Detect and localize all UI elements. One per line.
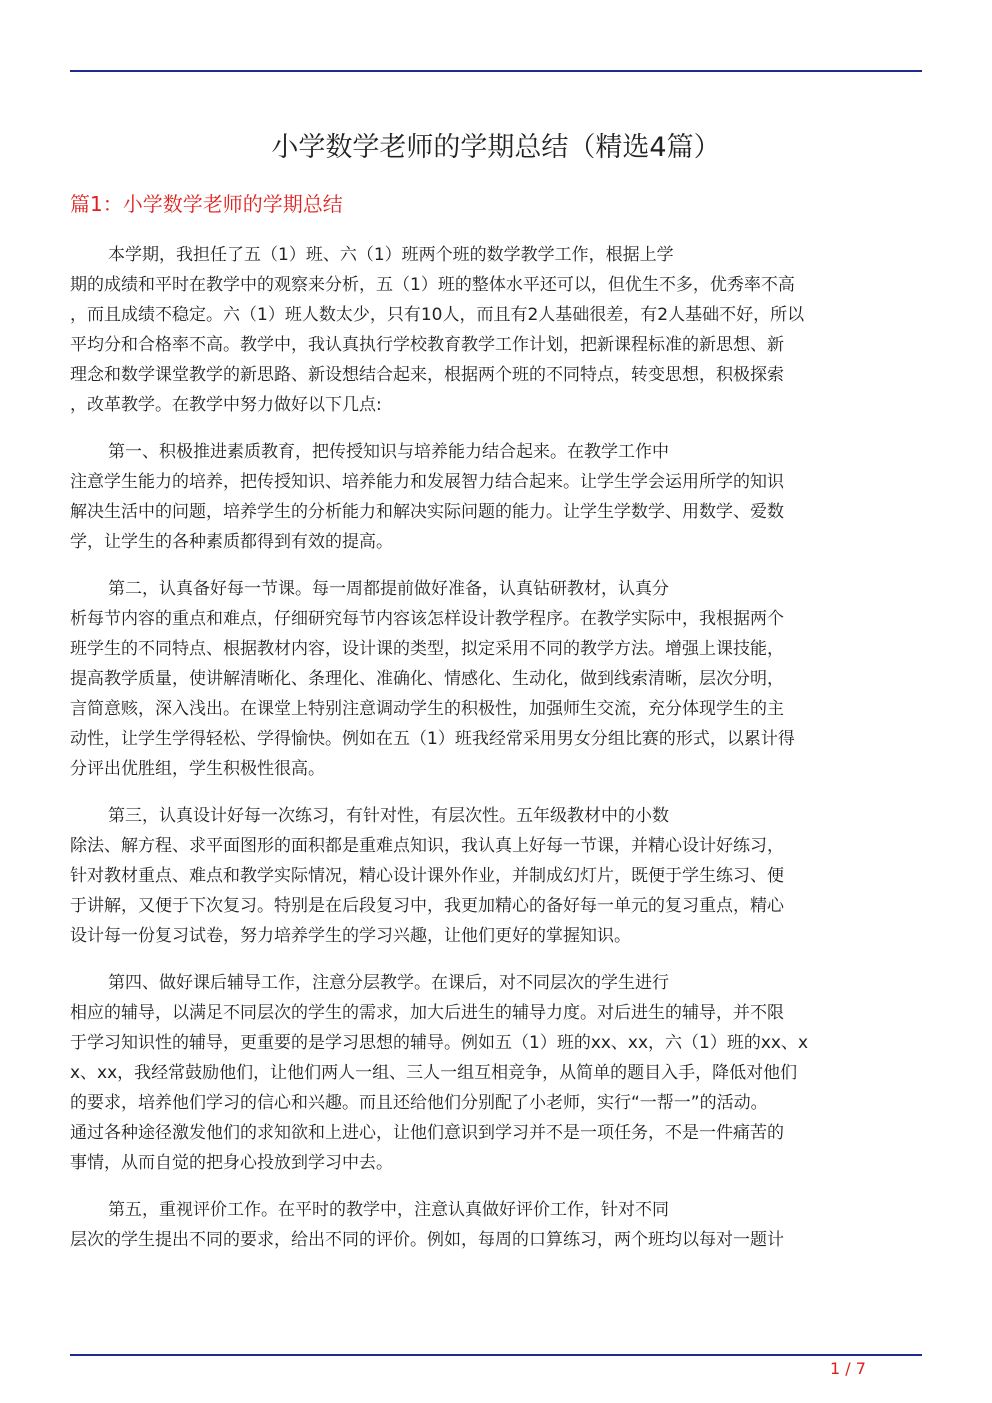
- paragraph-line: 解决生活中的问题，培养学生的分析能力和解决实际问题的能力。让学生学数学、用数学、爱数: [70, 502, 784, 522]
- paragraph-line: 第一、积极推进素质教育，把传授知识与培养能力结合起来。在教学工作中: [108, 442, 669, 462]
- section-heading: 篇1：小学数学老师的学期总结: [70, 192, 343, 216]
- paragraph-line: ，而且成绩不稳定。六（1）班人数太少，只有10人，而且有2人基础很差，有2人基础不好，所以: [70, 305, 805, 325]
- paragraph-line: 除法、解方程、求平面图形的面积都是重难点知识，我认真上好每一节课，并精心设计好练习，: [70, 836, 784, 856]
- document-body: [70, 240, 922, 1272]
- paragraph-line: 注意学生能力的培养，把传授知识、培养能力和发展智力结合起来。让学生学会运用所学的知识: [70, 472, 784, 492]
- paragraph-line: ，改革教学。在教学中努力做好以下几点:: [70, 395, 382, 415]
- footer-rule: [70, 1354, 922, 1356]
- paragraph-line: 本学期，我担任了五（1）班、六（1）班两个班的数学教学工作，根据上学: [108, 245, 674, 265]
- paragraph-6: [70, 1195, 922, 1255]
- paragraph-line: 相应的辅导，以满足不同层次的学生的需求，加大后进生的辅导力度。对后进生的辅导，并不限: [70, 1003, 784, 1023]
- paragraph-line: 层次的学生提出不同的要求，给出不同的评价。例如，每周的口算练习，两个班均以每对一题计: [70, 1230, 784, 1250]
- paragraph-4: [70, 801, 922, 951]
- paragraph-line: 第五，重视评价工作。在平时的教学中，注意认真做好评价工作，针对不同: [108, 1200, 669, 1220]
- paragraph-line: 期的成绩和平时在教学中的观察来分析，五（1）班的整体水平还可以，但优生不多，优秀率不高: [70, 275, 795, 295]
- page-number: 1 / 7: [830, 1359, 866, 1378]
- paragraph-line: 析每节内容的重点和难点，仔细研究每节内容该怎样设计教学程序。在教学实际中，我根据两个: [70, 609, 784, 629]
- paragraph-line: 分评出优胜组，学生积极性很高。: [70, 759, 325, 779]
- paragraph-line: 第三，认真设计好每一次练习，有针对性，有层次性。五年级教材中的小数: [108, 806, 669, 826]
- paragraph-5: [70, 968, 922, 1178]
- paragraph-line: 事情，从而自觉的把身心投放到学习中去。: [70, 1153, 393, 1173]
- paragraph-line: 动性，让学生学得轻松、学得愉快。例如在五（1）班我经常采用男女分组比赛的形式，以累计得: [70, 729, 795, 749]
- paragraph-line: 第四、做好课后辅导工作，注意分层教学。在课后，对不同层次的学生进行: [108, 973, 669, 993]
- paragraph-line: x、xx，我经常鼓励他们，让他们两人一组、三人一组互相竞争，从简单的题目入手，降低对他们: [70, 1063, 798, 1083]
- paragraph-line: 言简意赅，深入浅出。在课堂上特别注意调动学生的积极性，加强师生交流，充分体现学生的主: [70, 699, 784, 719]
- paragraph-1: [70, 240, 922, 420]
- paragraph-line: 班学生的不同特点、根据教材内容，设计课的类型，拟定采用不同的教学方法。增强上课技能，: [70, 639, 784, 659]
- paragraph-line: 的要求，培养他们学习的信心和兴趣。而且还给他们分别配了小老师，实行“一帮一”的活动。: [70, 1093, 768, 1113]
- paragraph-3: [70, 574, 922, 784]
- paragraph-line: 平均分和合格率不高。教学中，我认真执行学校教育教学工作计划，把新课程标准的新思想、新: [70, 335, 784, 355]
- header-rule: [70, 70, 922, 72]
- paragraph-line: 第二，认真备好每一节课。每一周都提前做好准备，认真钻研教材，认真分: [108, 579, 669, 599]
- paragraph-2: [70, 437, 922, 557]
- paragraph-line: 设计每一份复习试卷，努力培养学生的学习兴趣，让他们更好的掌握知识。: [70, 926, 631, 946]
- paragraph-line: 于学习知识性的辅导，更重要的是学习思想的辅导。例如五（1）班的xx、xx，六（1）班的xx、x: [70, 1033, 809, 1053]
- paragraph-line: 针对教材重点、难点和教学实际情况，精心设计课外作业，并制成幻灯片，既便于学生练习、便: [70, 866, 784, 886]
- paragraph-line: 于讲解，又便于下次复习。特别是在后段复习中，我更加精心的备好每一单元的复习重点，精心: [70, 896, 784, 916]
- paragraph-line: 提高教学质量，使讲解清晰化、条理化、准确化、情感化、生动化，做到线索清晰，层次分明，: [70, 669, 784, 689]
- paragraph-line: 学，让学生的各种素质都得到有效的提高。: [70, 532, 393, 552]
- paragraph-line: 通过各种途径激发他们的求知欲和上进心，让他们意识到学习并不是一项任务，不是一件痛苦的: [70, 1123, 784, 1143]
- document-title: 小学数学老师的学期总结（精选4篇）: [271, 132, 721, 163]
- paragraph-line: 理念和数学课堂教学的新思路、新设想结合起来，根据两个班的不同特点，转变思想，积极探索: [70, 365, 784, 385]
